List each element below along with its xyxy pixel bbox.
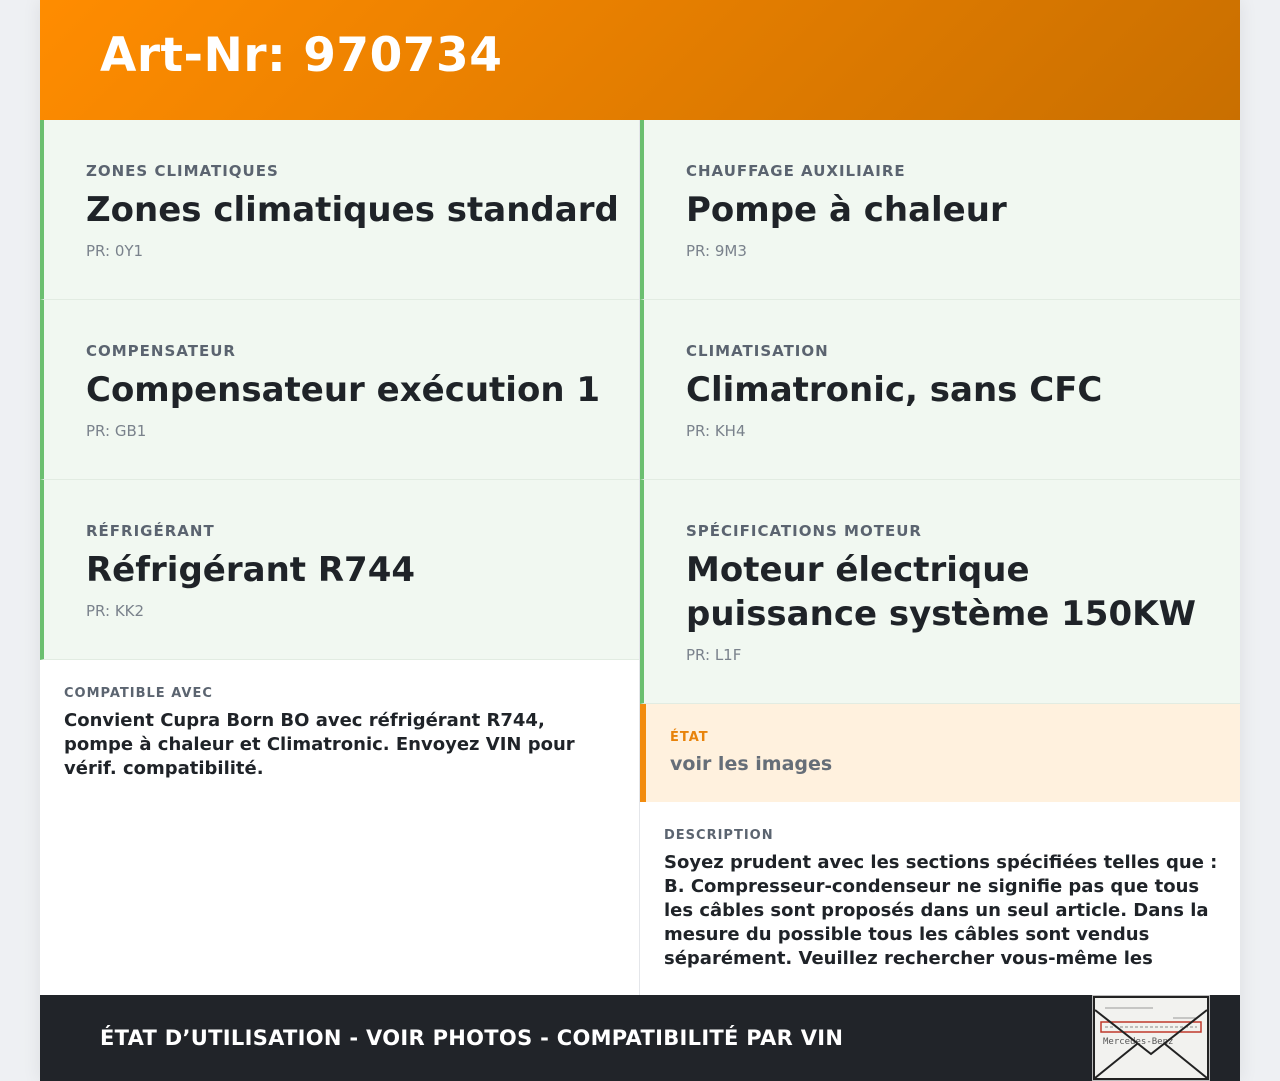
spec-card-zones-climatiques (40, 120, 639, 300)
content-columns (40, 120, 1240, 995)
page (40, 0, 1240, 1081)
spec-pr-code: PR: GB1 (86, 422, 147, 440)
spec-label: ZONES CLIMATIQUES (86, 162, 279, 180)
right-column (640, 120, 1240, 995)
spec-card-moteur (640, 480, 1240, 704)
spec-value: Climatronic, sans CFC (686, 370, 1103, 410)
left-column (40, 120, 640, 995)
envelope-icon (1093, 996, 1209, 1080)
compatibility-section (40, 660, 639, 781)
spec-pr-code: PR: 9M3 (686, 242, 747, 260)
spec-value: Pompe à chaleur (686, 190, 1007, 230)
spec-card-refrigerant (40, 480, 639, 660)
description-section (640, 802, 1240, 996)
condition-section (640, 704, 1240, 802)
condition-label: ÉTAT (670, 730, 709, 745)
page-title: Art-Nr: 970734 (100, 27, 503, 83)
spec-card-chauffage-auxiliaire (640, 120, 1240, 300)
spec-card-climatisation (640, 300, 1240, 480)
spec-label: RÉFRIGÉRANT (86, 522, 215, 540)
condition-value: voir les images (670, 753, 833, 775)
spec-pr-code: PR: L1F (686, 646, 742, 664)
spec-label: CHAUFFAGE AUXILIAIRE (686, 162, 906, 180)
footer-text: ÉTAT D’UTILISATION - VOIR PHOTOS - COMPATIBILITÉ PAR VIN (100, 1026, 844, 1050)
spec-label: CLIMATISATION (686, 342, 829, 360)
description-label: DESCRIPTION (664, 828, 774, 843)
description-text: Soyez prudent avec les sections spécifiées telles que : B. Compresseur-condenseur ne signifie pas que tous les câbles sont proposés dans un seul article. Dans la mesure du possible tous les câbles sont vendus séparément. Veuillez rechercher vous-même les (664, 852, 1218, 969)
spec-label: SPÉCIFICATIONS MOTEUR (686, 522, 922, 540)
compatibility-label: COMPATIBLE AVEC (64, 686, 213, 701)
spec-label: COMPENSATEUR (86, 342, 236, 360)
spec-pr-code: PR: KH4 (686, 422, 746, 440)
stamp-text: Mercedes-Benz (1103, 1037, 1174, 1047)
spec-pr-code: PR: KK2 (86, 602, 145, 620)
compatibility-text: Convient Cupra Born BO avec réfrigérant R744, pompe à chaleur et Climatronic. Envoyez VIN pour vérif. compatibilité. (64, 710, 575, 779)
header-banner (40, 0, 1240, 120)
spec-card-compensateur (40, 300, 639, 480)
spec-value: Zones climatiques standard (86, 190, 619, 230)
spec-value: Compensateur exécution 1 (86, 370, 601, 410)
footer-bar (40, 995, 1240, 1081)
spec-value: Réfrigérant R744 (86, 550, 416, 590)
part-label-image (1092, 995, 1210, 1081)
spec-value: Moteur électrique puissance système 150KW (686, 550, 1196, 634)
spec-pr-code: PR: 0Y1 (86, 242, 144, 260)
